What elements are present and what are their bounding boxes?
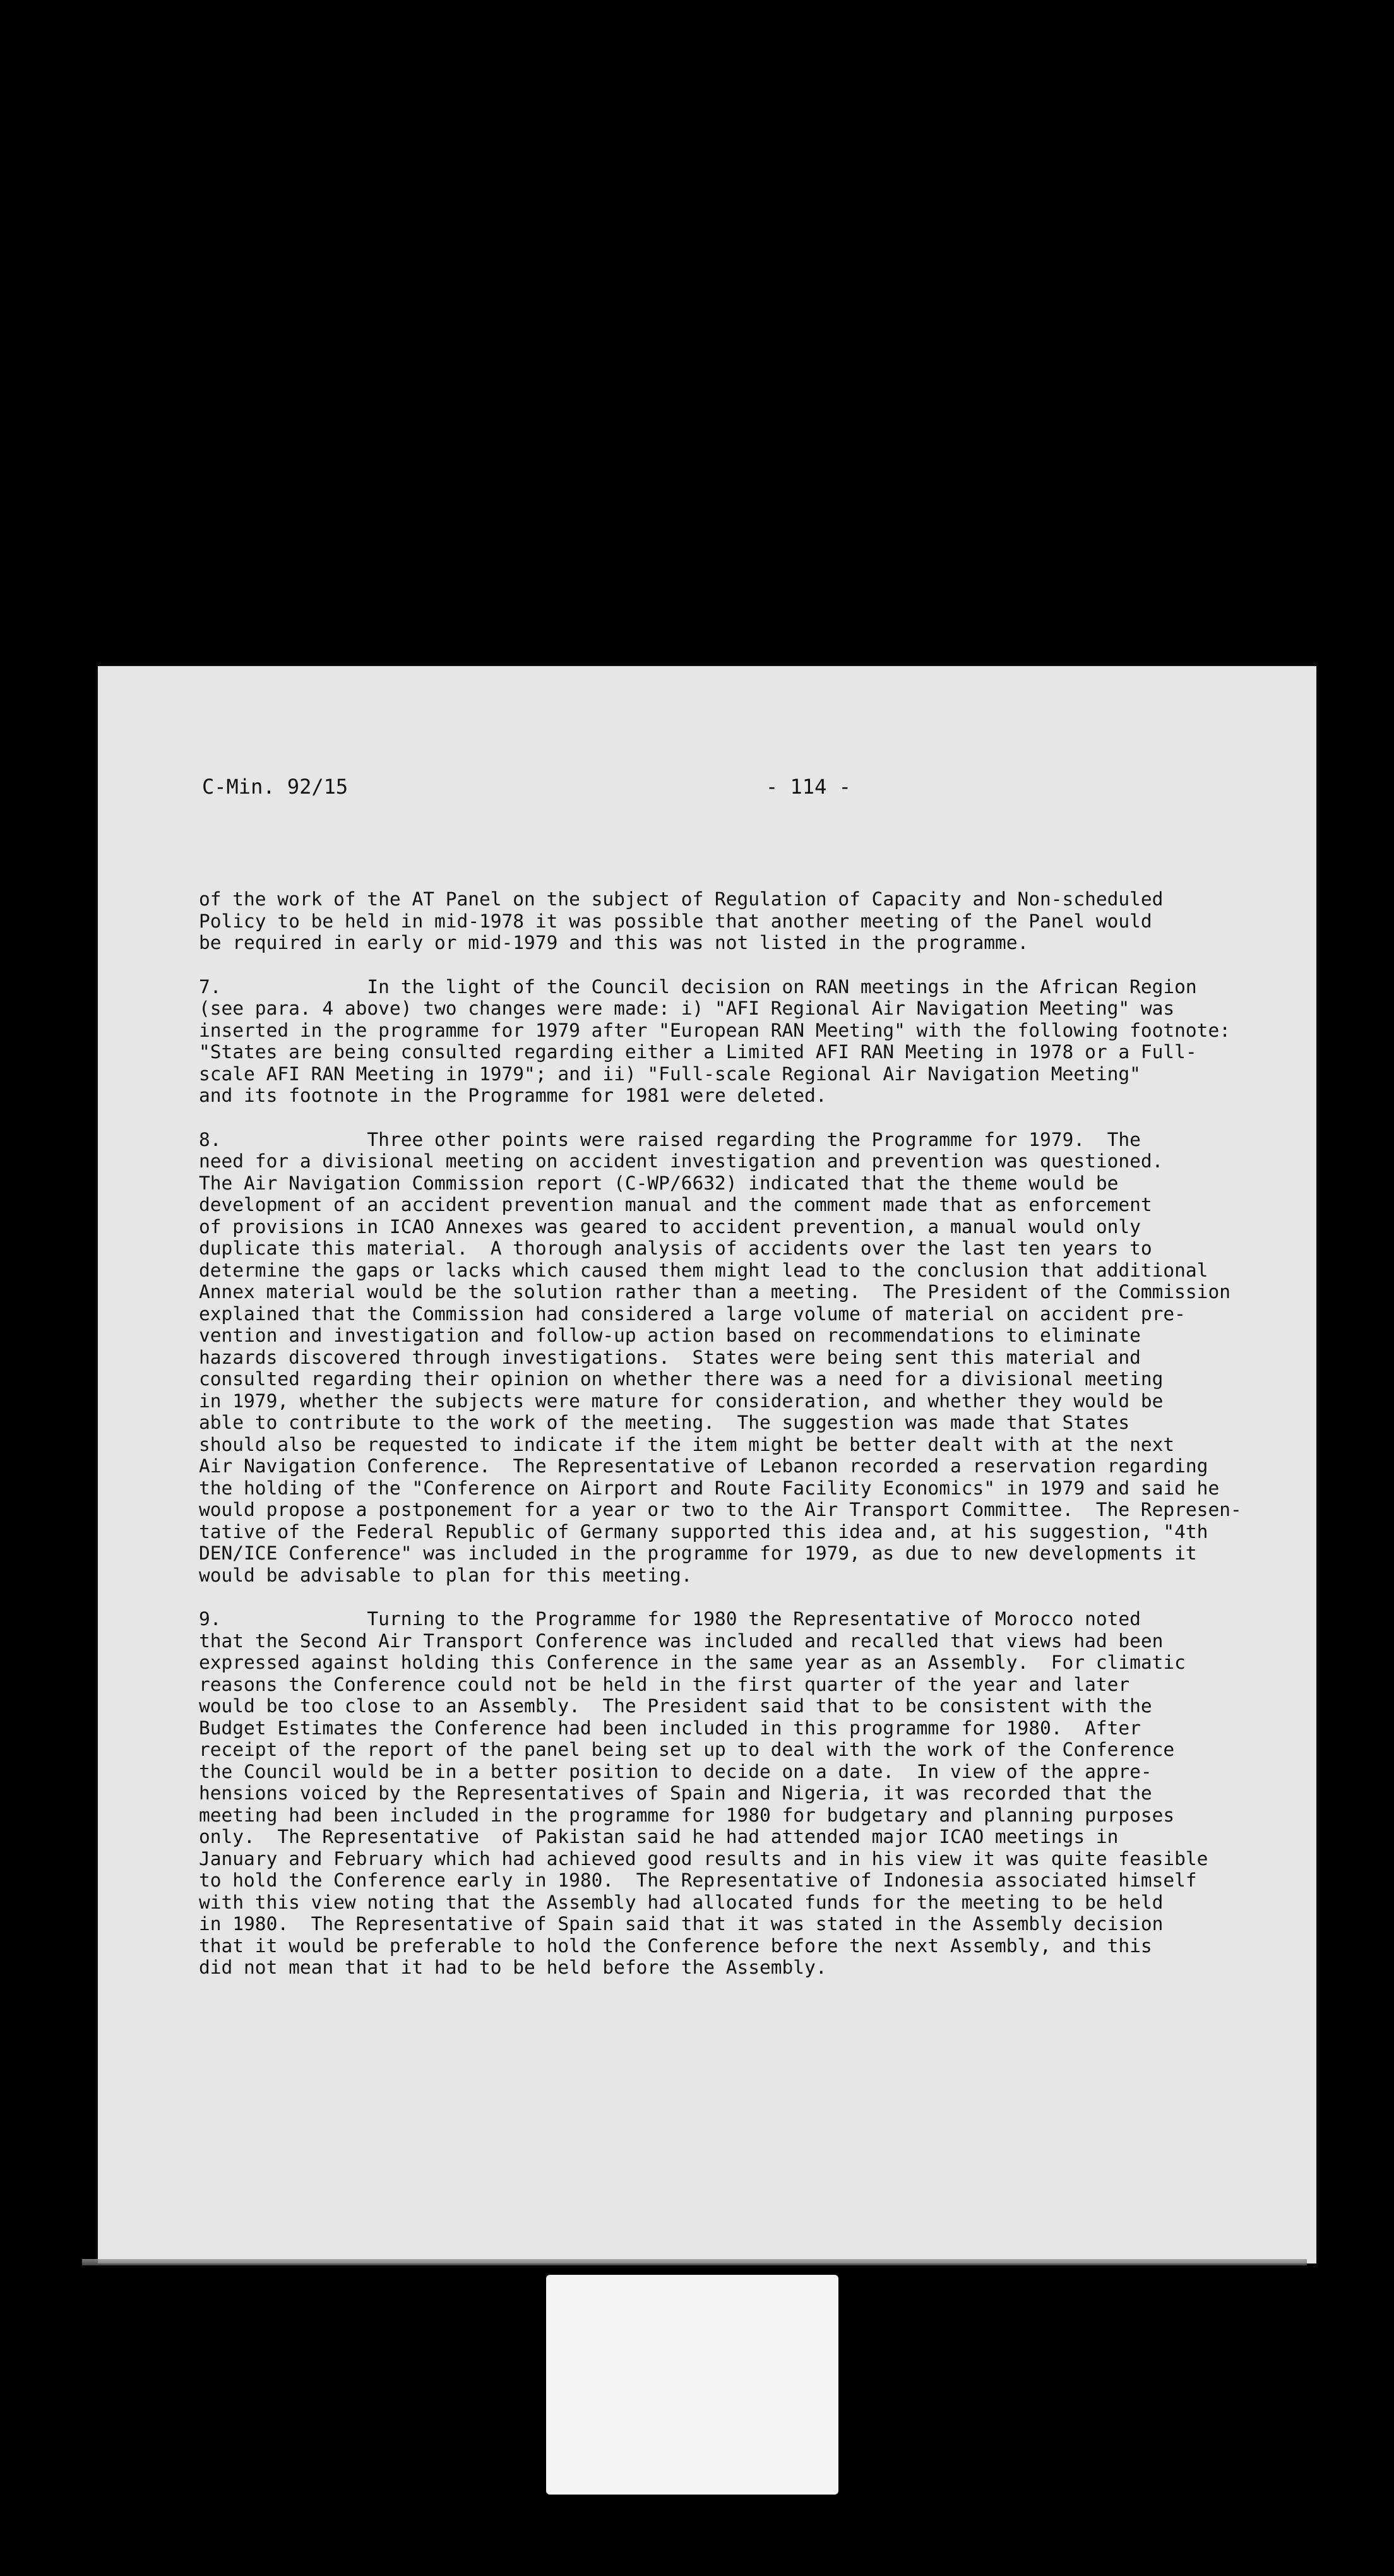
paragraph-number: 7.: [199, 975, 222, 998]
document-page: [98, 666, 1316, 2263]
page-number: - 114 -: [766, 775, 851, 799]
page-edge-shadow: [82, 2259, 1307, 2265]
document-reference: C-Min. 92/15: [202, 775, 348, 799]
paragraph-7: [199, 976, 1285, 1107]
paragraph-continued: [199, 888, 1285, 954]
paragraph-text: Three other points were raised regarding the Programme for 1979. The need for a divisional meeting on accident investigation and prevention was questioned. The Air Navigation Commission report (C-WP/6632) indicated that the theme would be development of an accident prevention manual and the comment made that as enforcement of provisions in ICAO Annexes was geared to accident prevention, a manual would only duplicate this material. A thorough analysis of accidents over the last ten years to determine the gaps or lacks which caused them might lead to the conclusion that additional Annex material would be the solution rather than a meeting. The President of the Commission explained that the Commission had considered a large volume of material on accident pre- vention and investigation and follow-up action based on recommendations to eliminate hazards discovered through investigations. States were being sent this material and consulted regarding their opinion on whether there was a need for a divisional meeting in 1979, whether the subjects were mature for consideration, and whether they would be able to contribute to the work of the meeting. The suggestion was made that States should also be requested to indicate if the item might be better dealt with at the next Air Navigation Conference. The Representative of Lebanon recorded a reservation regarding the holding of the "Conference on Airport and Route Facility Economics" in 1979 and said he would propose a postponement for a year or two to the Air Transport Committee. The Represen- tative of the Federal Republic of Germany supported this idea and, at his suggestion, "4th DEN/ICE Conference" was included in the programme for 1979, as due to new developments it would be advisable to plan for this meeting.: [199, 1128, 1242, 1586]
paragraph-text: of the work of the AT Panel on the subject of Regulation of Capacity and Non-scheduled Policy to be held in mid-1978 it was possible that another meeting of the Panel would be required in early or mid-1979 and this was not listed in the programme.: [199, 888, 1164, 953]
paragraph-number: 9.: [199, 1608, 222, 1630]
document-body: [199, 888, 1285, 2001]
paragraph-text: Turning to the Programme for 1980 the Representative of Morocco noted that the Second Air Transport Conference was included and recalled that views had been expressed against holding this Conference in the same year as an Assembly. For climatic reasons the Conference could not be held in the first quarter of the year and later would be too close to an Assembly. The President said that to be consistent with the Budget Estimates the Conference had been included in this programme for 1980. After receipt of the report of the panel being set up to deal with the work of the Conference the Council would be in a better position to decide on a date. In view of the appre- hensions voiced by the Representatives of Spain and Nigeria, it was recorded that the meeting had been included in the programme for 1980 for budgetary and planning purposes only. The Representative of Pakistan said he had attended major ICAO meetings in January and February which had achieved good results and in his view it was quite feasible to hold the Conference early in 1980. The Representative of Indonesia associated himself with this view noting that the Assembly had allocated funds for the meeting to be held in 1980. The Representative of Spain said that it was stated in the Assembly decision that it would be preferable to hold the Conference before the next Assembly, and this did not mean that it had to be held before the Assembly.: [199, 1608, 1208, 1978]
blank-card: [546, 2275, 838, 2495]
paragraph-text: In the light of the Council decision on RAN meetings in the African Region (see para. 4 above) two changes were made: i) "AFI Regional Air Navigation Meeting" was inserted in the programme for 1979 after "European RAN Meeting" with the following footnote: "States are being consulted regarding either a Limited AFI RAN Meeting in 1978 or a Full- scale AFI RAN Meeting in 1979"; and ii) "Full-scale Regional Air Navigation Meeting" and its footnote in the Programme for 1981 were deleted.: [199, 975, 1230, 1106]
paragraph-8: [199, 1129, 1285, 1587]
paragraph-number: 8.: [199, 1128, 222, 1150]
paragraph-9: [199, 1608, 1285, 1979]
